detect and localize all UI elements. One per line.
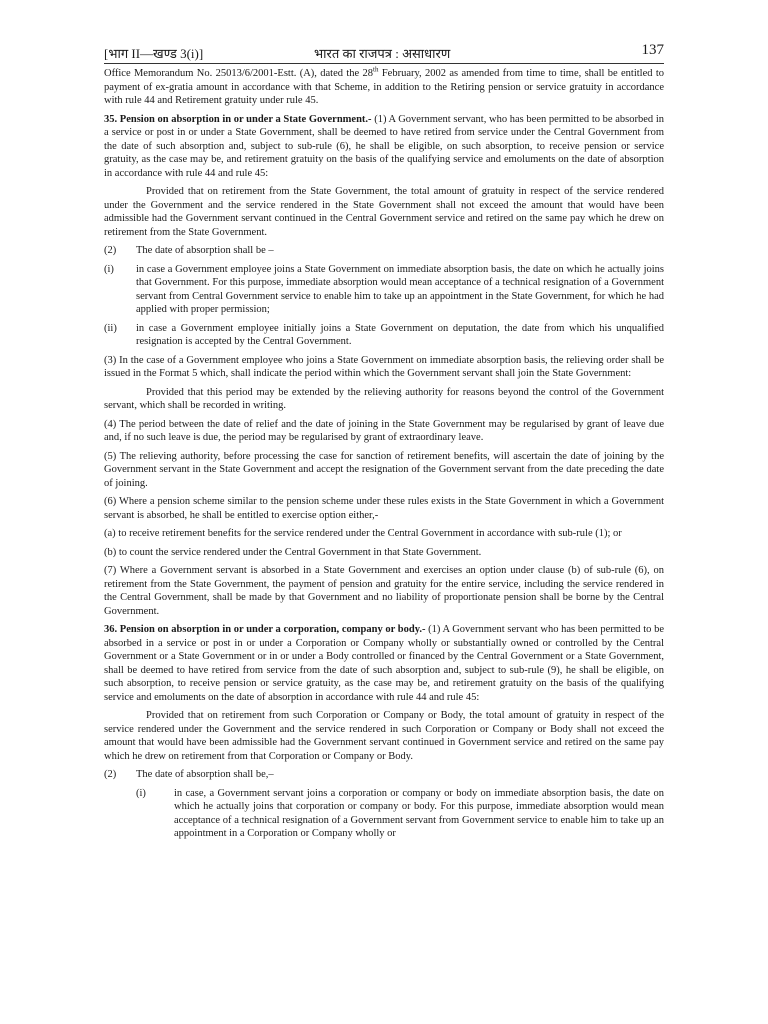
header-gazette-title: भारत का राजपत्र : असाधारण <box>314 46 451 61</box>
intro-text: Office Memorandum No. 25013/6/2001-Estt. (A), dated the 28th February, 2002 as amended from time to time, shall be entitled to payment of ex-gratia amount in accordance with that Scheme, in addition to the Retiring pension or service gratuity in accordance with rule 44 and Retirement gratuity under rule 45. <box>104 65 664 106</box>
rule-35-sub-5: (5) The relieving authority, before processing the case for sanction of retirement benefits, will ascertain the date of joining by the Government servant in the State Government and accept the resignation of the Government servant from the date preceding the date of joining. <box>104 450 664 489</box>
rule-35-proviso: Provided that on retirement from the State Government, the total amount of gratuity in respect of the service rendered under the Government and the service rendered in the State Government shall not exceed the amount that would have been admissible had the Government servant continued in the Central Government service and retired on the same pay which he drew on retirement from the State Government. <box>104 186 664 238</box>
rule-35-sub-6-a: (a) to receive retirement benefits for the service rendered under the Central Government in accordance with sub-rule (1); or <box>104 528 622 539</box>
rule-36-paragraph <box>104 623 664 704</box>
rule-35-sub-2-i <box>104 263 664 317</box>
rule-35-sub-4: (4) The period between the date of relief and the date of joining in the State Government may be regularised by grant of leave due and, if no such leave is due, the period may be regularised by grant of extraordinary leave. <box>104 418 664 443</box>
rule-35-sub-2-label: (2) <box>104 245 117 256</box>
rule-35-sub-2 <box>104 244 664 258</box>
rule-35-sub-2-i-label: (i) <box>104 263 114 275</box>
rule-35-sub-6-b: (b) to count the service rendered under the Central Government in that State Government. <box>104 546 482 558</box>
rule-36-sub-2-label: (2) <box>104 769 117 780</box>
rule-35-sub-2-text: The date of absorption shall be – <box>136 245 274 256</box>
rule-36-sub-2-text: The date of absorption shall be,– <box>136 769 274 780</box>
rule-35-sub-2-ii <box>104 322 664 349</box>
document-body <box>104 67 664 841</box>
rule-35-sub-3: (3) In the case of a Government employee who joins a State Government on immediate absorption basis, the relieving order shall be issued in the Format 5 which, shall indicate the period within which the Government servant shall join the State Government: <box>104 354 664 379</box>
rule-35-text: (1) A Government servant, who has been permitted to be absorbed in a service or post in or under a State Government, shall be deemed to have retired from service under the Central Government from the date of such absorption and, subject to sub-rule (6), he shall be eligible, on such absorption, to receive pension or service gratuity, as the case may be, and retirement gratuity on the basis of the qualifying service and emoluments on the date of absorption in accordance with rule 44 and rule 45: <box>104 113 664 179</box>
rule-36-sub-2-i-label: (i) <box>136 787 146 799</box>
rule-35-sub-3-proviso: Provided that this period may be extended by the relieving authority for reasons beyond the control of the Government servant, which shall be recorded in writing. <box>104 386 664 411</box>
header-part: [भाग II—खण्ड 3(i)] <box>104 46 204 61</box>
document-page <box>104 42 664 846</box>
page-number: 137 <box>641 42 664 58</box>
header-rule <box>104 63 664 64</box>
rule-35-sub-2-ii-label: (ii) <box>104 322 117 334</box>
rule-35-sub-7: (7) Where a Government servant is absorbed in a State Government and exercises an option under clause (b) of sub-rule (6), on retirement from the State Government, the payment of pension and gratuity for the entire service, including the service rendered in the Central Government, shall be made by that Government and no liability of proportionate pension shall be borne by the Central Government. <box>104 565 664 617</box>
page-header <box>104 42 664 62</box>
rule-36-sub-2 <box>104 768 664 782</box>
rule-35-sub-2-ii-text: in case a Government employee initially joins a State Government on deputation, the date from which his unqualified resignation is accepted by the Central Government. <box>136 322 664 347</box>
rule-35-heading: 35. Pension on absorption in or under a State Government.- <box>104 113 372 125</box>
rule-35-paragraph <box>104 113 664 181</box>
rule-36-text: (1) A Government servant who has been permitted to be absorbed in a service or post in or under a Corporation or Company wholly or substantially owned or controlled by the Central Government or a State Government or in or under a Body controlled or financed by the Central Government or a State Government, shall be deemed to have retired from service from the date of such absorption and, subject to sub-rule (9), he shall be eligible, on such absorption, to receive pension or service gratuity, as the case may be, and retirement gratuity on the basis of the qualifying service and emoluments on the date of absorption in accordance with rule 44 and rule 45: <box>104 624 664 703</box>
rule-36-sub-2-i-text: in case, a Government servant joins a corporation or company or body on immediate absorption basis, the date on which he actually joins that corporation or company or body. For this purpose, immediate absorption would mean acceptance of a technical resignation of a Government servant from Government service to enable him to take up an appointment in a Corporation or Company wholly or <box>174 787 664 839</box>
rule-35-sub-2-i-text: in case a Government employee joins a State Government on immediate absorption basis, the date on which he actually joins that Government. For this purpose, immediate absorption would mean acceptance of a technical resignation of a Government servant from Central Government service to enable him to take up an appointment in the State Government, for which he had applied with proper permission; <box>136 263 664 315</box>
rule-36-sub-2-i <box>104 787 664 841</box>
ordinal-suffix: th <box>373 65 379 74</box>
rule-36-proviso: Provided that on retirement from such Corporation or Company or Body, the total amount of gratuity in respect of the service rendered under the Government and the service rendered in such Corporation or Company or Body shall not exceed the amount that would have been admissible had the Government servant continued in Government service and retired on the same pay which he drew on retirement from that Corporation or Company or Body. <box>104 710 664 762</box>
intro-paragraph <box>104 67 664 108</box>
rule-35-sub-6: (6) Where a pension scheme similar to the pension scheme under these rules exists in the State Government in which a Government servant is absorbed, he shall be entitled to exercise option either,- <box>104 496 664 521</box>
rule-36-heading: 36. Pension on absorption in or under a corporation, company or body.- <box>104 624 426 635</box>
